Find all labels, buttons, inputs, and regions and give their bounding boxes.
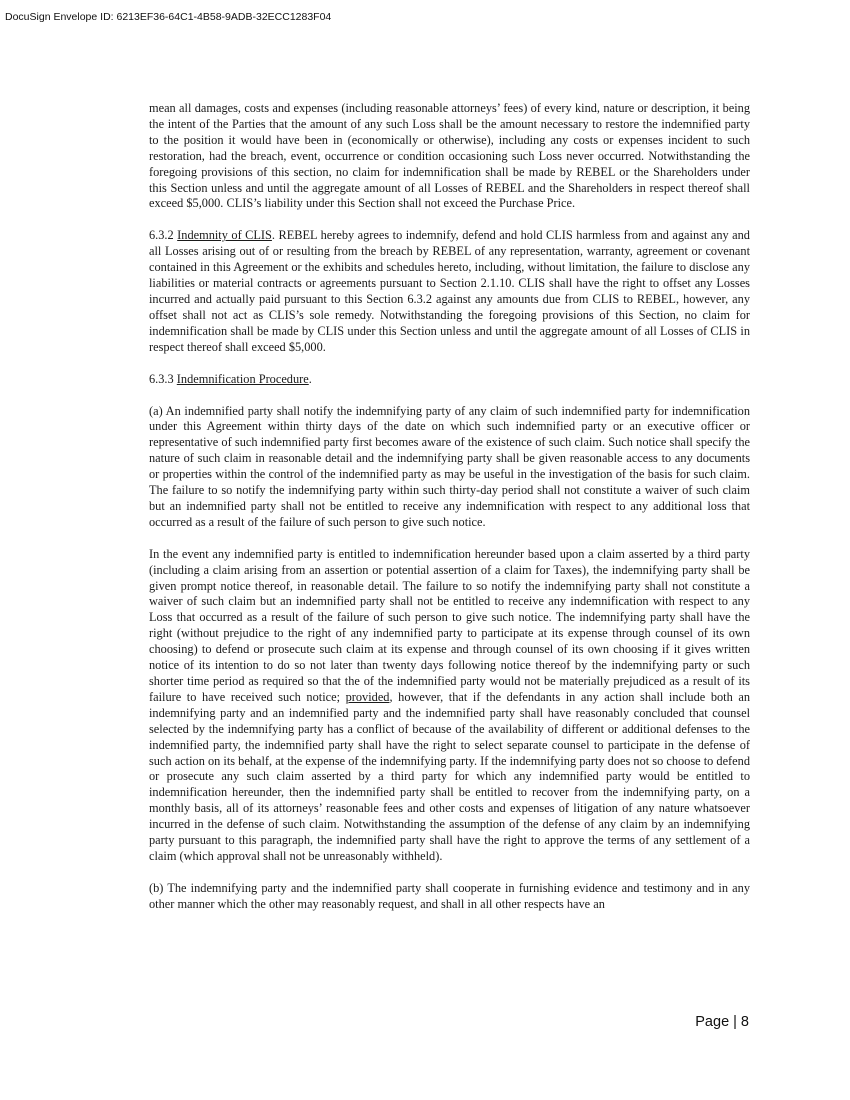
paragraph-text-before: In the event any indemnified party is entitled to indemnification hereunder based upon a claim asserted by a third party (including a claim arising from an assertion or potential assertion of a claim for Taxes), the indemnifying party shall be given prompt notice thereof, in reasonable detail. The failure to so notify the indemnifying party shall not constitute a waiver of such claim but an indemnified party shall not be entitled to receive any indemnification with respect to any Loss that occurred as a result of the failure of such person to give such notice. The indemnifying party shall have the right (without prejudice to the right of any indemnified party to participate at its expense through counsel of its own choosing) to defend or prosecute such claim at its expense and through counsel of its own choosing if it gives written notice of its intention to do so not later than twenty days following notice thereof by the indemnifying party or such shorter time period as required so that the of the indemnified party would not be materially prejudiced as a result of its failure to have received such notice; bbox=[149, 546, 750, 704]
page-number: 8 bbox=[740, 1014, 749, 1030]
section-text: . REBEL hereby agrees to indemnify, defend and hold CLIS harmless from and against any and all Losses arising out of or resulting from the breach by REBEL of any representation, warranty, agreement or covenant contained in this Agreement or the exhibits and schedules hereto, including, without limitation, the failure to disclose any liabilities or material contracts or agreements pursuant to Section 2.1.10. CLIS shall have the right to offset any Losses incurred and actually paid pursuant to this Section 6.3.2 against any amounts due from CLIS to REBEL, however, any offset shall not act as CLIS’s sole remedy. Notwithstanding the foregoing provisions of this Section, no claim for indemnification shall be made by CLIS under this Section unless and until the aggregate amount of all Losses of CLIS in respect thereof shall exceed $5,000. bbox=[149, 228, 750, 354]
provided-term: provided bbox=[345, 689, 390, 704]
document-body bbox=[149, 101, 750, 913]
page-number-footer bbox=[695, 1014, 749, 1030]
section-6-3-2 bbox=[149, 228, 750, 355]
section-number: 6.3.2 bbox=[149, 228, 178, 243]
page-separator: | bbox=[733, 1014, 737, 1030]
docusign-envelope-id: DocuSign Envelope ID: 6213EF36-64C1-4B58-9ADB-32ECC1283F04 bbox=[5, 11, 332, 23]
section-heading: Indemnity of CLIS bbox=[177, 228, 272, 243]
section-number: 6.3.3 bbox=[149, 371, 177, 386]
section-tail: . bbox=[308, 371, 312, 386]
paragraph-a: (a) An indemnified party shall notify the indemnifying party of any claim of such indemnified party for indemnification under this Agreement within thirty days of the date on which such indemnified party or an executive officer or representative of such indemnified party first becomes aware of the existence of such claim. Such notice shall specify the nature of such claim in reasonable detail and the indemnifying party shall be given reasonable access to any documents or properties within the control of the indemnified party as may be useful in the investigation of the basis for such claim. The failure to so notify the indemnifying party within such thirty-day period shall not constitute a waiver of such claim but an indemnified party shall not be entitled to receive any indemnification with respect to any additional loss that occurred as a result of the failure of such person to give such notice. bbox=[149, 403, 750, 529]
paragraph-third-party-claims bbox=[149, 547, 750, 865]
paragraph-loss-definition: mean all damages, costs and expenses (including reasonable attorneys’ fees) of every kind, nature or description, it being the intent of the Parties that the amount of any such Loss shall be the amount necessary to restore the indemnified party to the position it would have been in (economically or otherwise), including any costs or expenses incident to such restoration, had the breach, event, occurrence or condition occasioning such Loss never occurred. Notwithstanding the foregoing provisions of this section, no claim for indemnification shall be made by REBEL or the Shareholders under this Section unless and until the aggregate amount of all Losses of REBEL and the Shareholders in respect thereof shall exceed $5,000. CLIS’s liability under this Section shall not exceed the Purchase Price. bbox=[149, 101, 750, 211]
page-label: Page bbox=[695, 1014, 730, 1030]
section-heading: Indemnification Procedure bbox=[176, 371, 309, 386]
section-6-3-3 bbox=[149, 372, 750, 388]
paragraph-b: (b) The indemnifying party and the indemnified party shall cooperate in furnishing evidence and testimony and in any other manner which the other may reasonably request, and shall in all other respects have an bbox=[149, 880, 750, 911]
paragraph-text-after: , however, that if the defendants in any action shall include both an indemnifying party and an indemnified party and the indemnified party shall have reasonably concluded that counsel selected by the indemnifying party has a conflict of because of the availability of different or additional defenses to the indemnified party, the indemnified party shall have the right to select separate counsel to participate in the defense of such action on its behalf, at the expense of the indemnifying party. If the indemnifying party does not so choose to defend or prosecute any such claim asserted by a third party for which any indemnified party would be entitled to indemnification hereunder, then the indemnified party shall be entitled to recover from the indemnifying party, on a monthly basis, all of its attorneys’ reasonable fees and other costs and expenses of litigation of any nature whatsoever incurred in the defense of such claim. Notwithstanding the assumption of the defense of any claim by an indemnifying party pursuant to this paragraph, the indemnified party shall have the right to approve the terms of any settlement of a claim (which approval shall not be unreasonably withheld). bbox=[149, 689, 750, 863]
